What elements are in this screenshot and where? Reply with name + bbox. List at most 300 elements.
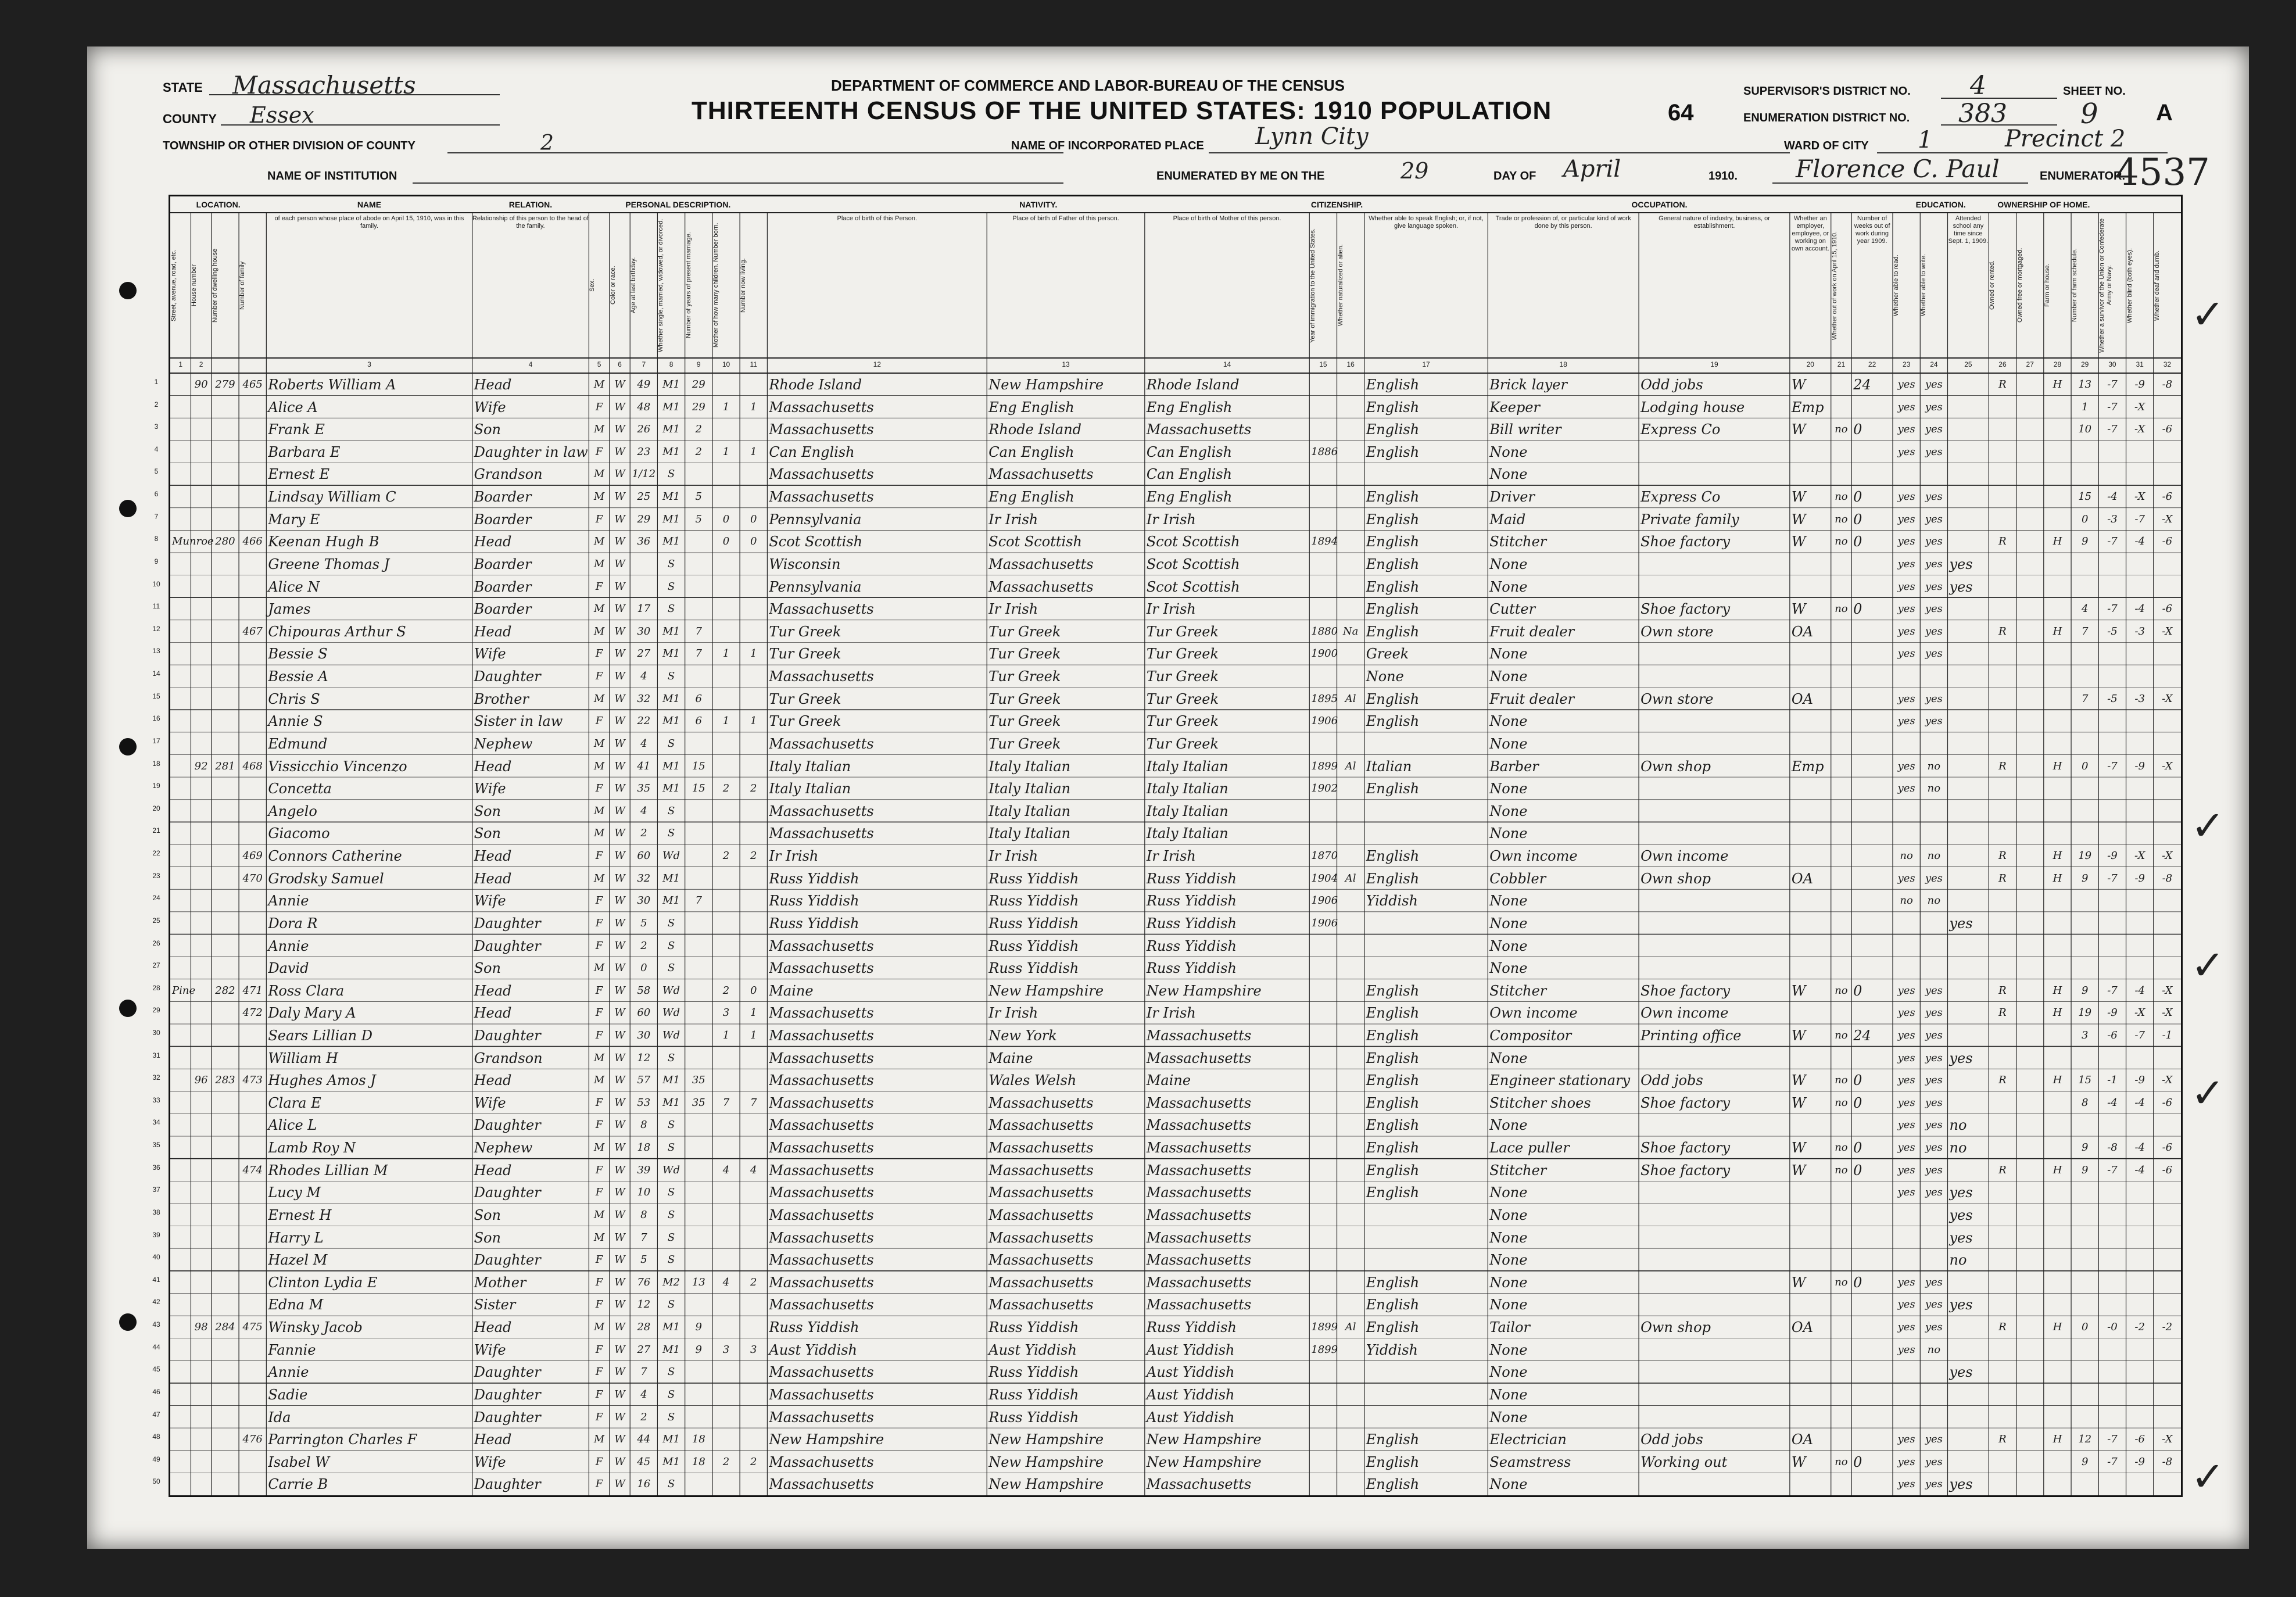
cell-industry: Express Co: [1640, 489, 1721, 506]
cell-race: W: [614, 1478, 625, 1491]
cell-name: Frank E: [268, 421, 325, 438]
cell-street: Munroe: [172, 535, 214, 548]
cell-trade: None: [1489, 915, 1528, 932]
cell-english: English: [1366, 623, 1420, 640]
cell-read: no: [1900, 894, 1913, 907]
cell-sex: F: [595, 580, 603, 593]
cell-mother: Tur Greek: [1146, 735, 1219, 752]
cell-name: Sears Lillian D: [268, 1027, 372, 1044]
cell-father: New Hampshire: [988, 1431, 1104, 1448]
cell-age: 8: [640, 1119, 647, 1131]
cell-relation: Head: [474, 1005, 512, 1022]
cell-born: 1: [722, 445, 730, 458]
cell-school: yes: [1949, 1476, 1973, 1493]
cell-relation: Wife: [474, 399, 506, 416]
cell-sex: F: [595, 894, 603, 907]
cell-english: English: [1366, 421, 1420, 438]
cell-born: 3: [722, 1007, 730, 1019]
cell-weeks: 0: [1853, 1453, 1862, 1470]
cell-age: 17: [637, 603, 651, 615]
cell-trade: None: [1489, 578, 1528, 595]
row-number: 27: [152, 961, 160, 970]
column-number: 7: [642, 360, 646, 368]
page-number: 64: [1668, 100, 1694, 126]
row-number: 21: [152, 826, 160, 835]
cell-own: R: [1998, 760, 2007, 772]
cell-relation: Daughter: [474, 1252, 541, 1269]
cell-industry: Own store: [1640, 690, 1714, 707]
cell-race: W: [614, 1298, 625, 1311]
cell-c30: -5: [2107, 692, 2118, 705]
cell-race: W: [614, 1119, 625, 1131]
census-sheet: [87, 46, 2249, 1549]
cell-years: 5: [695, 490, 702, 503]
cell-c32: -6: [2162, 603, 2173, 615]
cell-marital: M2: [662, 1276, 680, 1288]
cell-c30: -0: [2107, 1321, 2118, 1334]
cell-living: 0: [750, 513, 757, 525]
cell-marital: M1: [662, 625, 680, 638]
cell-marital: S: [667, 1231, 675, 1244]
cell-outwork: no: [1835, 423, 1848, 436]
cell-english: English: [1366, 578, 1420, 595]
cell-birth: Russ Yiddish: [769, 870, 859, 887]
cell-relation: Boarder: [474, 601, 532, 618]
cell-english: English: [1366, 489, 1420, 506]
cell-marital: M1: [662, 1455, 680, 1468]
column-number: 28: [2053, 360, 2062, 368]
cell-father: Ir Irish: [988, 1005, 1038, 1022]
cell-c32: -6: [2162, 535, 2173, 548]
cell-relation: Boarder: [474, 578, 532, 595]
cell-trade: None: [1489, 1117, 1528, 1134]
column-number: 3: [367, 360, 371, 368]
cell-born: 4: [722, 1163, 730, 1176]
county-value: Essex: [250, 102, 314, 128]
cell-name: Isabel W: [268, 1453, 329, 1470]
column-header: General nature of industry, business, or establishment.: [1659, 215, 1770, 230]
cell-father: Massachusetts: [988, 1117, 1094, 1134]
cell-birth: Can English: [769, 443, 855, 460]
cell-name: David: [268, 960, 309, 977]
cell-sex: M: [593, 692, 605, 705]
row-number: 32: [152, 1073, 160, 1082]
enumerated-label: ENUMERATED BY ME ON THE: [1156, 170, 1325, 182]
row-number: 49: [152, 1455, 160, 1463]
cell-family: 476: [242, 1433, 263, 1446]
cell-age: 2: [640, 939, 647, 952]
cell-weeks: 0: [1853, 982, 1862, 999]
cell-trade: Brick layer: [1489, 377, 1567, 393]
cell-name: Barbara E: [268, 443, 341, 460]
cell-school: yes: [1949, 1229, 1973, 1246]
column-header: Relationship of this person to the head of the family.: [472, 215, 589, 230]
cell-emp: Emp: [1791, 399, 1824, 416]
cell-trade: Own income: [1489, 1005, 1578, 1022]
cell-c30: -7: [2107, 423, 2118, 436]
cell-marital: M1: [662, 1096, 680, 1109]
cell-sex: F: [595, 1276, 603, 1288]
cell-age: 25: [637, 490, 651, 503]
column-number: 5: [597, 360, 601, 368]
supervisor-value: 4: [1970, 71, 1986, 101]
cell-name: Clara E: [268, 1094, 321, 1111]
row-number: 12: [152, 624, 160, 633]
column-header: Number now living.: [740, 258, 747, 313]
cell-industry: Shoe factory: [1640, 1094, 1731, 1111]
cell-c32: -X: [2162, 1007, 2173, 1019]
cell-years: 15: [692, 760, 705, 772]
cell-immig: 1906: [1311, 916, 1338, 929]
cell-trade: Maid: [1489, 511, 1526, 528]
cell-read: yes: [1897, 1141, 1915, 1154]
column-header: Whether a survivor of the Union or Confederate Army or Navy.: [2098, 218, 2114, 353]
cell-c31: -4: [2134, 1163, 2145, 1176]
row-number: 40: [152, 1253, 160, 1262]
cell-write: yes: [1925, 625, 1943, 638]
cell-mother: Ir Irish: [1146, 1005, 1196, 1022]
cell-write: yes: [1925, 1074, 1943, 1087]
cell-father: Russ Yiddish: [988, 915, 1079, 932]
cell-age: 32: [637, 692, 651, 705]
cell-race: W: [614, 535, 625, 548]
cell-age: 30: [637, 1029, 651, 1041]
cell-house: 92: [194, 760, 208, 772]
cell-english: English: [1366, 399, 1420, 416]
cell-school: yes: [1949, 1184, 1973, 1201]
cell-relation: Daughter in law: [474, 443, 588, 460]
cell-relation: Boarder: [474, 556, 532, 572]
cell-mother: Tur Greek: [1146, 690, 1219, 707]
cell-born: 1: [722, 1029, 730, 1041]
cell-farm: H: [2053, 625, 2062, 638]
cell-c32: -2: [2162, 1321, 2173, 1334]
cell-relation: Head: [474, 1162, 512, 1179]
cell-emp: OA: [1791, 690, 1813, 707]
cell-sex: M: [593, 1208, 605, 1221]
cell-born: 1: [722, 715, 730, 728]
cell-relation: Daughter: [474, 915, 541, 932]
cell-relation: Son: [474, 960, 501, 977]
cell-marital: M1: [662, 400, 680, 413]
column-number: 31: [2136, 360, 2144, 368]
cell-birth: Massachusetts: [769, 1274, 874, 1291]
cell-trade: None: [1489, 466, 1528, 483]
cell-industry: Own shop: [1640, 870, 1711, 887]
cell-mother: Massachusetts: [1146, 1476, 1252, 1493]
cell-name: James: [268, 601, 311, 618]
cell-read: yes: [1897, 580, 1915, 593]
cell-mother: New Hampshire: [1146, 982, 1262, 999]
cell-c30: -7: [2107, 1455, 2118, 1468]
cell-age: 16: [637, 1478, 651, 1491]
cell-birth: Tur Greek: [769, 690, 841, 707]
row-number: 9: [154, 557, 159, 565]
cell-birth: Massachusetts: [769, 1229, 874, 1246]
cell-relation: Boarder: [474, 511, 532, 528]
cell-sched: 9: [2081, 1141, 2089, 1154]
column-number: 1: [178, 360, 183, 368]
cell-mother: New Hampshire: [1146, 1453, 1262, 1470]
cell-age: 0: [640, 962, 647, 975]
cell-english: English: [1366, 780, 1420, 797]
cell-race: W: [614, 603, 625, 615]
cell-c31: -7: [2134, 1029, 2145, 1041]
cell-trade: Keeper: [1489, 399, 1541, 416]
cell-read: yes: [1897, 557, 1915, 570]
cell-age: 5: [640, 916, 647, 929]
cell-sched: 0: [2081, 513, 2089, 525]
cell-birth: Tur Greek: [769, 646, 841, 663]
cell-industry: Odd jobs: [1640, 377, 1703, 393]
cell-emp: W: [1791, 1453, 1806, 1470]
cell-name: Annie: [268, 1364, 309, 1381]
cell-race: W: [614, 580, 625, 593]
cell-race: W: [614, 782, 625, 795]
cell-father: Massachusetts: [988, 1229, 1094, 1246]
cell-family: 470: [242, 872, 263, 885]
column-number: 10: [722, 360, 730, 368]
cell-own: R: [1998, 1163, 2007, 1176]
cell-sex: F: [595, 1366, 603, 1378]
cell-emp: W: [1791, 1140, 1806, 1156]
cell-own: R: [1998, 378, 2007, 391]
cell-sched: 0: [2081, 760, 2089, 772]
cell-mother: Massachusetts: [1146, 1094, 1252, 1111]
cell-sex: M: [593, 760, 605, 772]
cell-mother: Massachusetts: [1146, 1140, 1252, 1156]
cell-read: yes: [1897, 692, 1915, 705]
cell-trade: None: [1489, 646, 1528, 663]
column-number: 19: [1710, 360, 1718, 368]
cell-emp: W: [1791, 982, 1806, 999]
cell-dwelling: 279: [215, 378, 235, 391]
cell-marital: S: [667, 962, 675, 975]
cell-race: W: [614, 939, 625, 952]
cell-sched: 8: [2081, 1096, 2089, 1109]
cell-trade: None: [1489, 1050, 1528, 1066]
cell-age: 39: [637, 1163, 651, 1176]
cell-name: Mary E: [268, 511, 320, 528]
cell-relation: Head: [474, 1072, 512, 1089]
cell-father: Russ Yiddish: [988, 870, 1079, 887]
cell-c32: -6: [2162, 490, 2173, 503]
cell-years: 7: [695, 625, 702, 638]
cell-english: English: [1366, 377, 1420, 393]
cell-weeks: 0: [1853, 511, 1862, 528]
cell-born: 2: [722, 1455, 730, 1468]
cell-outwork: no: [1835, 1163, 1848, 1176]
cell-family: 468: [242, 760, 263, 772]
cell-name: Rhodes Lillian M: [268, 1162, 388, 1179]
cell-father: Massachusetts: [988, 1206, 1094, 1223]
cell-name: Parrington Charles F: [268, 1431, 417, 1448]
cell-marital: Wd: [662, 984, 680, 997]
cell-write: yes: [1925, 872, 1943, 885]
cell-write: yes: [1925, 423, 1943, 436]
cell-age: 12: [637, 1051, 651, 1064]
cell-father: Massachusetts: [988, 1184, 1094, 1201]
cell-race: W: [614, 1186, 625, 1199]
cell-name: Sadie: [268, 1386, 308, 1403]
cell-farm: H: [2053, 850, 2062, 862]
cell-weeks: 0: [1853, 1072, 1862, 1089]
cell-read: yes: [1897, 423, 1915, 436]
cell-weeks: 0: [1853, 601, 1862, 618]
column-number: 15: [1319, 360, 1327, 368]
cell-english: None: [1366, 668, 1404, 685]
row-number: 10: [152, 579, 160, 588]
cell-age: 22: [637, 715, 651, 728]
institution-label: NAME OF INSTITUTION: [267, 170, 397, 182]
group-header: CITIZENSHIP.: [1310, 200, 1363, 209]
cell-industry: Lodging house: [1640, 399, 1745, 416]
cell-born: 7: [722, 1096, 730, 1109]
cell-race: W: [614, 1163, 625, 1176]
supervisor-label: SUPERVISOR'S DISTRICT NO.: [1743, 85, 1911, 98]
cell-name: Roberts William A: [268, 377, 396, 393]
check-mark: ✓: [2191, 291, 2225, 338]
cell-relation: Sister in law: [474, 713, 563, 730]
cell-immig: 1899: [1311, 1321, 1338, 1334]
cell-immig: 1899: [1311, 1343, 1338, 1356]
cell-sched: 7: [2081, 625, 2089, 638]
cell-years: 18: [692, 1455, 705, 1468]
cell-natur: Al: [1345, 872, 1356, 885]
cell-name: Lucy M: [268, 1184, 321, 1201]
cell-write: yes: [1925, 603, 1943, 615]
cell-mother: Eng English: [1146, 399, 1233, 416]
cell-farm: H: [2053, 1007, 2062, 1019]
cell-c31: -9: [2134, 1074, 2145, 1087]
cell-relation: Wife: [474, 1094, 506, 1111]
cell-age: 27: [637, 1343, 651, 1356]
row-number: 6: [154, 490, 159, 499]
cell-english: Italian: [1366, 758, 1412, 775]
column-header: Number of weeks out of work during year 1909.: [1854, 215, 1890, 245]
cell-marital: S: [667, 557, 675, 570]
cell-c32: -X: [2162, 850, 2173, 862]
cell-race: W: [614, 715, 625, 728]
cell-name: Grodsky Samuel: [268, 870, 384, 887]
cell-english: English: [1366, 870, 1420, 887]
cell-c32: -6: [2162, 1141, 2173, 1154]
cell-read: yes: [1897, 1433, 1915, 1446]
cell-mother: Ir Irish: [1146, 601, 1196, 618]
cell-immig: 1894: [1311, 535, 1338, 548]
cell-father: Scot Scottish: [988, 533, 1082, 550]
column-number: 20: [1806, 360, 1814, 368]
cell-industry: Own shop: [1640, 758, 1711, 775]
cell-marital: M1: [662, 1433, 680, 1446]
cell-sched: 15: [2078, 1074, 2092, 1087]
cell-birth: Italy Italian: [769, 758, 851, 775]
cell-trade: None: [1489, 825, 1528, 842]
cell-relation: Head: [474, 982, 512, 999]
cell-sched: 9: [2081, 872, 2089, 885]
cell-write: yes: [1925, 1321, 1943, 1334]
cell-age: 4: [640, 670, 647, 683]
cell-industry: Odd jobs: [1640, 1072, 1703, 1089]
cell-farm: H: [2053, 535, 2062, 548]
cell-trade: None: [1489, 1274, 1528, 1291]
cell-farm: H: [2053, 1321, 2062, 1334]
cell-c31: -X: [2134, 400, 2145, 413]
cell-sex: F: [595, 1455, 603, 1468]
cell-father: Maine: [988, 1050, 1033, 1066]
cell-mother: Rhode Island: [1146, 377, 1240, 393]
cell-emp: W: [1791, 511, 1806, 528]
cell-birth: Pennsylvania: [769, 578, 862, 595]
cell-birth: Massachusetts: [769, 1050, 874, 1066]
cell-birth: Russ Yiddish: [769, 893, 859, 909]
cell-race: W: [614, 1141, 625, 1154]
check-mark: ✓: [2191, 1069, 2225, 1117]
cell-write: no: [1927, 850, 1941, 862]
column-header: Place of birth of Father of this person.: [1012, 215, 1119, 222]
cell-birth: Massachusetts: [769, 1072, 874, 1089]
cell-age: 44: [637, 1433, 651, 1446]
cell-sex: F: [595, 1186, 603, 1199]
cell-school: yes: [1949, 1364, 1973, 1381]
cell-race: W: [614, 1366, 625, 1378]
cell-birth: Tur Greek: [769, 623, 841, 640]
cell-name: Hughes Amos J: [268, 1072, 376, 1089]
cell-mother: Massachusetts: [1146, 421, 1252, 438]
row-number: 17: [152, 736, 160, 745]
cell-marital: S: [667, 1051, 675, 1064]
cell-sex: M: [593, 378, 605, 391]
cell-mother: Ir Irish: [1146, 511, 1196, 528]
cell-marital: S: [667, 1254, 675, 1266]
cell-sex: M: [593, 490, 605, 503]
cell-c31: -4: [2134, 603, 2145, 615]
binder-hole: [119, 282, 137, 299]
cell-marital: M1: [662, 1343, 680, 1356]
cell-age: 60: [637, 1007, 651, 1019]
column-header: Owned or rented.: [1989, 260, 1996, 310]
cell-sex: F: [595, 445, 603, 458]
ward-value: 1: [1918, 127, 1933, 153]
cell-c32: -X: [2162, 1433, 2173, 1446]
cell-sched: 10: [2078, 423, 2092, 436]
cell-english: English: [1366, 848, 1420, 865]
cell-mother: Massachusetts: [1146, 1184, 1252, 1201]
cell-write: yes: [1925, 692, 1943, 705]
cell-write: yes: [1925, 1141, 1943, 1154]
cell-sex: F: [595, 670, 603, 683]
cell-english: English: [1366, 982, 1420, 999]
cell-write: yes: [1925, 1455, 1943, 1468]
cell-c31: -9: [2134, 872, 2145, 885]
cell-born: 4: [722, 1276, 730, 1288]
cell-read: yes: [1897, 490, 1915, 503]
cell-emp: OA: [1791, 1319, 1813, 1336]
cell-own: R: [1998, 872, 2007, 885]
column-header: Number of years of present marriage.: [685, 232, 692, 339]
cell-write: yes: [1925, 378, 1943, 391]
cell-father: Massachusetts: [988, 578, 1094, 595]
cell-mother: Scot Scottish: [1146, 578, 1240, 595]
cell-trade: Cobbler: [1489, 870, 1546, 887]
cell-outwork: no: [1835, 1141, 1848, 1154]
cell-age: 58: [637, 984, 651, 997]
cell-read: yes: [1897, 1478, 1915, 1491]
cell-race: W: [614, 1007, 625, 1019]
cell-emp: Emp: [1791, 758, 1824, 775]
cell-read: yes: [1897, 1096, 1915, 1109]
cell-sex: F: [595, 916, 603, 929]
